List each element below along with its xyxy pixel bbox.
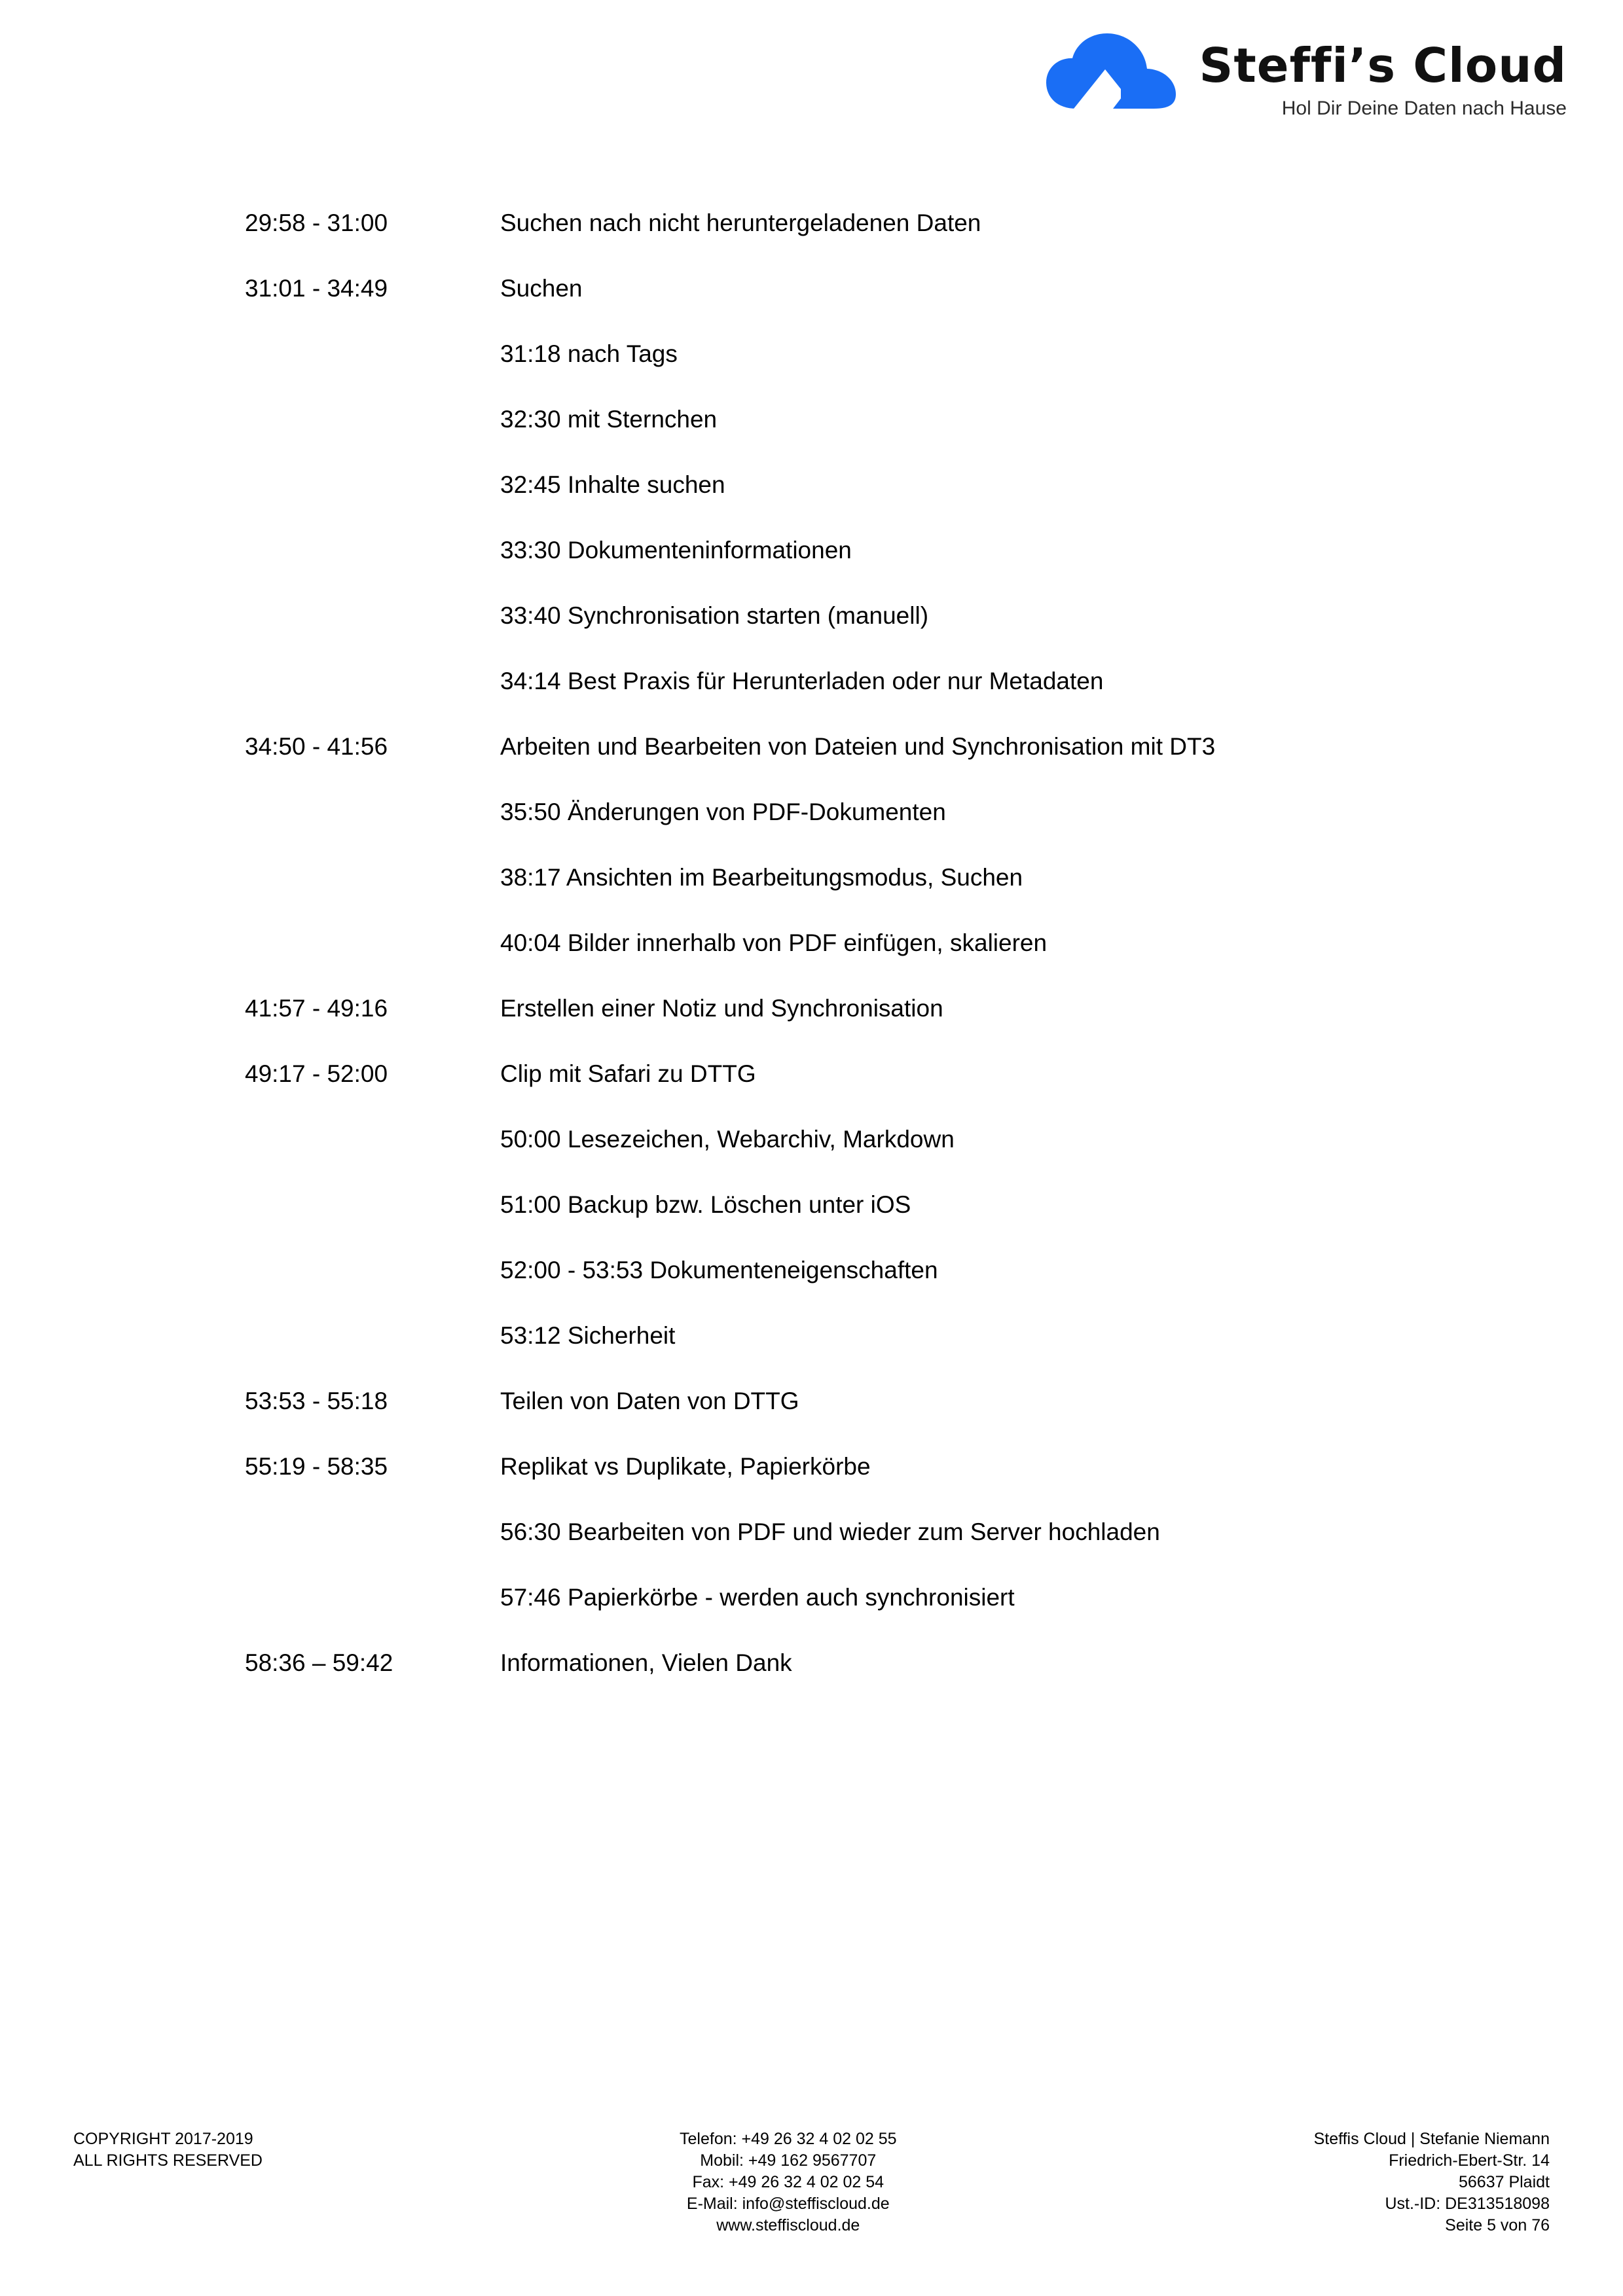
topic-text: 33:30 Dokumenteninformationen	[500, 537, 852, 564]
timecode: 49:17 - 52:00	[245, 1060, 388, 1087]
list-item	[245, 732, 1505, 797]
timecode: 34:50 - 41:56	[245, 733, 388, 760]
page-header	[1042, 31, 1567, 130]
list-item	[245, 535, 1505, 601]
list-item	[245, 994, 1505, 1059]
topic-text: 51:00 Backup bzw. Löschen unter iOS	[500, 1191, 911, 1218]
timecode: 29:58 - 31:00	[245, 209, 388, 236]
list-item	[245, 274, 1505, 339]
list-item	[245, 666, 1505, 732]
page-number: Seite 5 von 76	[1445, 2216, 1550, 2234]
timecode: 58:36 – 59:42	[245, 1649, 393, 1676]
footer-line: Mobil: +49 162 9567707	[700, 2151, 877, 2170]
footer-line: ALL RIGHTS RESERVED	[73, 2151, 263, 2170]
list-item	[245, 208, 1505, 274]
list-item	[245, 601, 1505, 666]
list-item	[245, 1255, 1505, 1321]
list-item	[245, 404, 1505, 470]
list-item	[245, 339, 1505, 404]
list-item	[245, 1452, 1505, 1517]
timecode: 53:53 - 55:18	[245, 1388, 388, 1414]
topic-text: 34:14 Best Praxis für Herunterladen oder nur Metadaten	[500, 668, 1104, 694]
cloud-mountain-icon	[1042, 31, 1180, 130]
list-item	[245, 1190, 1505, 1255]
page-footer	[0, 2128, 1623, 2266]
topic-text: 40:04 Bilder innerhalb von PDF einfügen, skalieren	[500, 929, 1048, 956]
timecode: 55:19 - 58:35	[245, 1453, 388, 1480]
list-item	[245, 1321, 1505, 1386]
topic-text: 33:40 Synchronisation starten (manuell)	[500, 602, 929, 629]
topic-text: 32:45 Inhalte suchen	[500, 471, 725, 498]
topic-text: 35:50 Änderungen von PDF-Dokumenten	[500, 798, 946, 825]
brand-tagline: Hol Dir Deine Daten nach Hause	[1281, 97, 1567, 119]
topic-text: Teilen von Daten von DTTG	[500, 1388, 799, 1414]
list-item	[245, 1059, 1505, 1124]
list-item	[245, 1386, 1505, 1452]
topic-text: 57:46 Papierkörbe - werden auch synchronisiert	[500, 1584, 1015, 1611]
list-item	[245, 1583, 1505, 1648]
timecode: 41:57 - 49:16	[245, 995, 388, 1022]
footer-line: Friedrich-Ebert-Str. 14	[1389, 2151, 1550, 2170]
list-item	[245, 1648, 1505, 1713]
topic-text: Erstellen einer Notiz und Synchronisation	[500, 995, 943, 1022]
list-item	[245, 1517, 1505, 1583]
topic-text: 56:30 Bearbeiten von PDF und wieder zum Server hochladen	[500, 1518, 1160, 1545]
brand-block	[1199, 38, 1567, 120]
footer-address	[1314, 2128, 1550, 2236]
topic-text: Clip mit Safari zu DTTG	[500, 1060, 756, 1087]
timecode: 31:01 - 34:49	[245, 275, 388, 302]
footer-contact	[263, 2128, 1314, 2236]
topic-text: 50:00 Lesezeichen, Webarchiv, Markdown	[500, 1126, 955, 1153]
list-item	[245, 928, 1505, 994]
footer-line: Telefon: +49 26 32 4 02 02 55	[680, 2130, 897, 2148]
topic-text: Informationen, Vielen Dank	[500, 1649, 792, 1676]
topic-text: 52:00 - 53:53 Dokumenteneigenschaften	[500, 1257, 938, 1283]
topic-text: Suchen	[500, 275, 583, 302]
footer-website[interactable]: www.steffiscloud.de	[716, 2216, 860, 2234]
topic-text: 53:12 Sicherheit	[500, 1322, 676, 1349]
topic-text: 31:18 nach Tags	[500, 340, 678, 367]
list-item	[245, 863, 1505, 928]
list-item	[245, 797, 1505, 863]
footer-line: Ust.-ID: DE313518098	[1385, 2195, 1550, 2213]
footer-line: Fax: +49 26 32 4 02 02 54	[692, 2173, 884, 2191]
list-item	[245, 1124, 1505, 1190]
topic-text: Suchen nach nicht heruntergeladenen Daten	[500, 209, 981, 236]
footer-line: Steffis Cloud | Stefanie Niemann	[1313, 2130, 1550, 2148]
footer-email[interactable]: E-Mail: info@steffiscloud.de	[686, 2195, 890, 2213]
list-item	[245, 470, 1505, 535]
topic-text: Replikat vs Duplikate, Papierkörbe	[500, 1453, 871, 1480]
footer-line: 56637 Plaidt	[1458, 2173, 1550, 2191]
topic-text: 32:30 mit Sternchen	[500, 406, 718, 433]
topic-text: 38:17 Ansichten im Bearbeitungsmodus, Suchen	[500, 864, 1023, 891]
timecode-list	[245, 208, 1505, 1713]
topic-text: Arbeiten und Bearbeiten von Dateien und Synchronisation mit DT3	[500, 733, 1216, 760]
brand-name: Steffi’s Cloud	[1199, 38, 1567, 94]
footer-line: COPYRIGHT 2017-2019	[73, 2130, 253, 2148]
footer-copyright	[73, 2128, 263, 2172]
